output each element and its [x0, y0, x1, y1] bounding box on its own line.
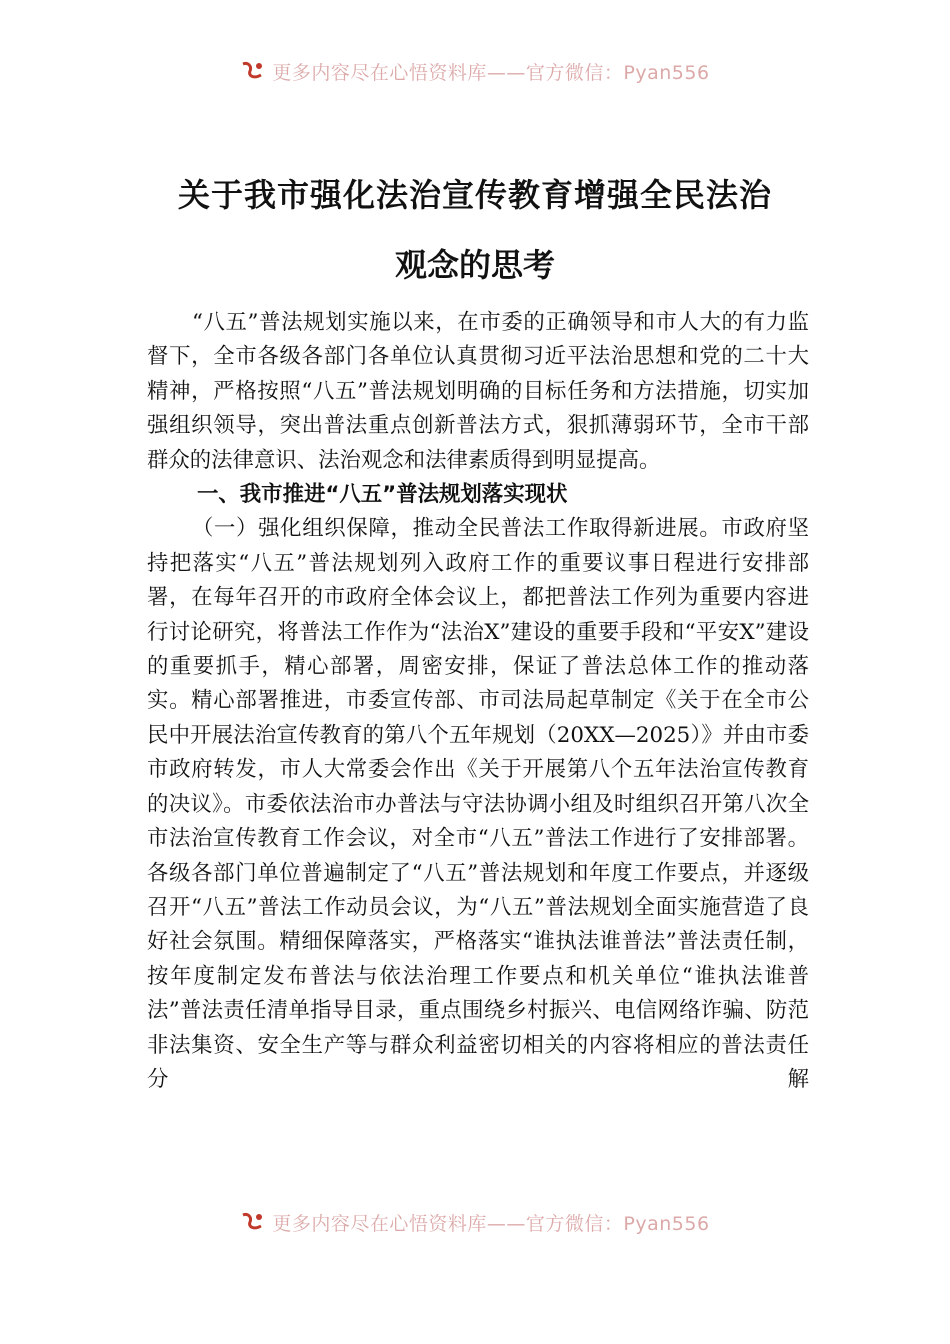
section-heading-1: 一、我市推进“八五”普法规划落实现状: [197, 482, 568, 508]
logo-icon: [240, 60, 266, 82]
subsection-heading-1: [147, 512, 809, 1097]
subsection-body-1: 市政府坚持把落实“八五”普法规划列入政府工作的重要议事日程进行安排部署，在每年召开的市政府全体会议上，都把普法工作列为重要内容进行讨论研究，将普法工作作为“法治X”建设的重要手段和“平安X”建设的重要抓手，精心部署，周密安排，保证了普法总体工作的推动落实。精心部署推进，市委宣传部、市司法局起草制定《关于在全市公民中开展法治宣传教育的第八个五年规划（20XX—2025）》并由市委市政府转发，市人大常委会作出《关于开展第八个五年法治宣传教育的决议》。市委依法治市办普法与守法协调小组及时组织召开第八次全市法治宣传教育工作会议，对全市“八五”普法工作进行了安排部署。各级各部门单位普遍制定了“八五”普法规划和年度工作要点，并逐级召开“八五”普法工作动员会议，为“八五”普法规划全面实施营造了良好社会氛围。精细保障落实，严格落实“谁执法谁普法”普法责任制，按年度制定发布普法与依法治理工作要点和机关单位“谁执法谁普法”普法责任清单指导目录，重点围绕乡村振兴、电信网络诈骗、防范非法集资、安全生产等与群众利益密切相关的内容将相应的普法责任分解: [147, 516, 809, 1092]
watermark-bottom: [0, 1205, 950, 1239]
subsection-heading-1-text: （一）强化组织保障，推动全民普法工作取得新进展。: [191, 516, 722, 542]
document-body: [147, 306, 809, 1097]
logo-icon: [240, 1211, 266, 1233]
intro-paragraph: “八五”普法规划实施以来，在市委的正确领导和市人大的有力监督下，全市各级各部门各单位认真贯彻习近平法治思想和党的二十大精神，严格按照“八五”普法规划明确的目标任务和方法措施，切实加强组织领导，突出普法重点创新普法方式，狠抓薄弱环节，全市干部群众的法律意识、法治观念和法律素质得到明显提高。: [147, 310, 809, 473]
document-title-line-1: 关于我市强化法治宣传教育增强全民法治: [177, 176, 772, 214]
watermark-text: 更多内容尽在心悟资料库——官方微信：Pyan556: [272, 61, 710, 84]
watermark-text: 更多内容尽在心悟资料库——官方微信：Pyan556: [272, 1212, 710, 1235]
document-title-line-2: 观念的思考: [394, 246, 555, 284]
watermark-top: [0, 54, 950, 88]
